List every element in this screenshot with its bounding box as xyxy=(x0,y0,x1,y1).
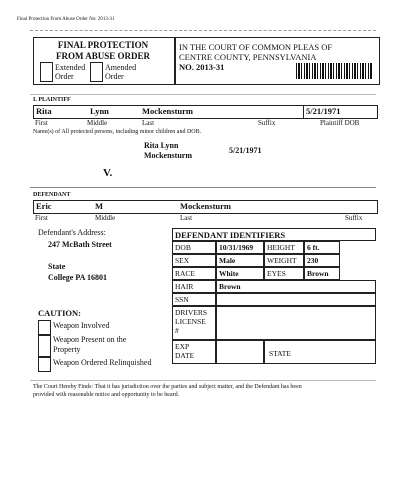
defendant-last-name: Mockensturm xyxy=(180,201,231,211)
state-label: STATE xyxy=(264,340,376,364)
exp-date-label-cell xyxy=(172,340,216,364)
plaintiff-dob-caption: Plaintiff DOB xyxy=(320,119,360,127)
identifiers-title: DEFENDANT IDENTIFIERS xyxy=(172,228,376,241)
amended-order-label: Order xyxy=(105,72,124,81)
exp-date-value-cell xyxy=(216,340,264,364)
plaintiff-dob: 5/21/1971 xyxy=(306,106,341,116)
defendant-address-line1: 247 McBath Street xyxy=(48,240,112,249)
weapon-relinquished-checkbox[interactable] xyxy=(38,357,51,372)
court-case-number: NO. 2013-31 xyxy=(179,62,225,72)
extended-order-checkbox[interactable] xyxy=(40,62,53,82)
defendant-middle-name: M xyxy=(95,201,104,211)
defendant-suffix-caption: Suffix xyxy=(345,214,363,222)
findings-line2: provided with reasonable notice and opportunity to be heard. xyxy=(33,392,180,398)
plaintiff-suffix-caption: Suffix xyxy=(258,119,276,127)
date-label: DATE xyxy=(175,351,195,360)
order-title-line2: FROM ABUSE ORDER xyxy=(55,51,150,61)
section-divider xyxy=(30,94,376,95)
protected-persons-caption: Name(s) of All protected persons, including minor children and DOB. xyxy=(33,129,202,135)
defendant-middle-caption: Middle xyxy=(95,214,116,222)
weight-value: 230 xyxy=(304,254,340,267)
defendant-first-caption: First xyxy=(35,214,48,222)
weapon-involved-checkbox[interactable] xyxy=(38,320,51,335)
protected-person-name-2: Mockensturm xyxy=(144,151,192,160)
drivers-license-label-3: # xyxy=(175,326,179,335)
protected-person-name-1: Rita Lynn xyxy=(144,141,179,150)
height-label: HEIGHT xyxy=(264,241,304,254)
top-divider xyxy=(30,30,376,31)
dob-label: DOB xyxy=(172,241,216,254)
caution-title: CAUTION: xyxy=(38,308,81,318)
plaintiff-section-label: I. PLAINTIFF xyxy=(33,97,71,103)
drivers-license-label-2: LICENSE xyxy=(175,317,206,326)
protected-person-dob: 5/21/1971 xyxy=(229,146,262,155)
hair-label: HAIR xyxy=(172,280,216,293)
height-value: 6 ft. xyxy=(304,241,340,254)
plaintiff-first-name: Rita xyxy=(36,106,52,116)
plaintiff-middle-caption: Middle xyxy=(87,119,108,127)
drivers-license-label-1: DRIVERS xyxy=(175,308,208,317)
barcode-graphic xyxy=(296,63,372,79)
extended-label: Extended xyxy=(55,63,86,72)
weapon-involved-label: Weapon Involved xyxy=(53,321,110,330)
defendant-address-line2: State xyxy=(48,262,66,271)
court-line1: IN THE COURT OF COMMON PLEAS OF xyxy=(179,42,333,52)
race-value: White xyxy=(216,267,264,280)
defendant-address-label: Defendant's Address: xyxy=(38,228,106,237)
ssn-value-cell xyxy=(216,293,376,306)
sex-label: SEX xyxy=(172,254,216,267)
plaintiff-last-name: Mockensturm xyxy=(142,106,193,116)
dob-value: 10/31/1969 xyxy=(216,241,264,254)
order-title-line1: FINAL PROTECTION xyxy=(57,40,149,50)
ssn-label: SSN xyxy=(172,293,216,306)
drivers-license-label-cell xyxy=(172,306,216,340)
hair-value: Brown xyxy=(216,280,376,293)
plaintiff-middle-name: Lynn xyxy=(90,106,109,116)
defendant-last-caption: Last xyxy=(180,214,193,222)
exp-label: EXP xyxy=(175,342,190,351)
findings-divider xyxy=(30,380,376,381)
findings-line1: The Court Hereby Finds: That it has jurisdiction over the parties and subject matter, and the Defendant has been xyxy=(33,384,302,390)
plaintiff-last-caption: Last xyxy=(142,119,155,127)
defendant-address-line3: College PA 16801 xyxy=(48,273,107,282)
defendant-divider xyxy=(30,187,376,188)
weapon-present-label-2: Property xyxy=(53,345,81,354)
weapon-present-label-1: Weapon Present on the xyxy=(53,335,127,344)
amended-order-checkbox[interactable] xyxy=(90,62,103,82)
eyes-value: Brown xyxy=(304,267,340,280)
drivers-license-value-cell xyxy=(216,306,376,340)
sex-value: Male xyxy=(216,254,264,267)
race-label: RACE xyxy=(172,267,216,280)
defendant-first-name: Eric xyxy=(36,201,52,211)
court-line2: CENTRE COUNTY, PENNSYLVANIA xyxy=(179,52,317,62)
header-order-number: Final Protection From Abuse Order No: 2013-31 xyxy=(17,17,115,22)
weight-label: WEIGHT xyxy=(264,254,304,267)
eyes-label: EYES xyxy=(264,267,304,280)
extended-order-label: Order xyxy=(55,72,74,81)
defendant-section-label: DEFENDANT xyxy=(33,192,71,198)
versus-label: V. xyxy=(103,167,113,179)
weapon-relinquished-label: Weapon Ordered Relinquished xyxy=(53,358,152,367)
weapon-present-checkbox[interactable] xyxy=(38,335,51,357)
plaintiff-first-caption: First xyxy=(35,119,48,127)
amended-label: Amended xyxy=(105,63,137,72)
